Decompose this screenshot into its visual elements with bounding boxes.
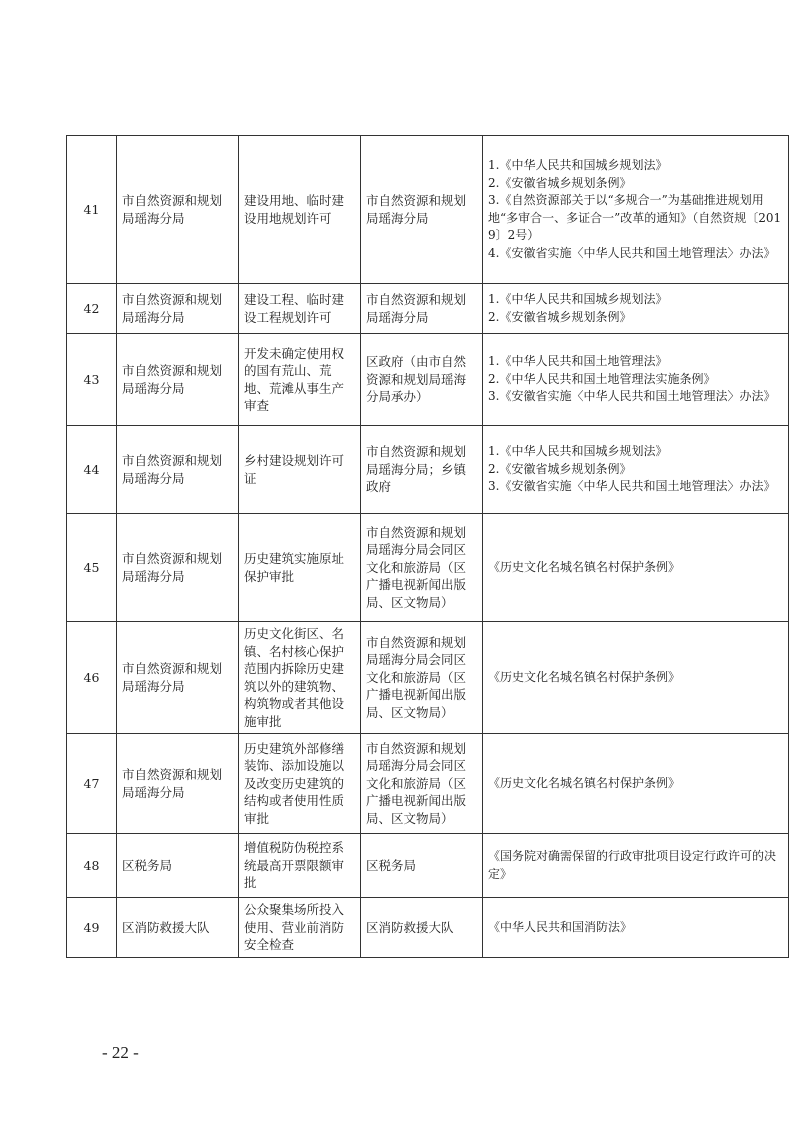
approval-item-cell: 历史建筑实施原址保护审批: [239, 514, 361, 622]
legal-basis-cell: [483, 834, 789, 898]
legal-basis-cell: [483, 622, 789, 734]
implementing-agency-cell: 区消防救援大队: [361, 898, 483, 958]
legal-basis-cell: [483, 284, 789, 334]
table-row: [67, 136, 789, 284]
table-row: [67, 834, 789, 898]
row-number-cell: 41: [67, 136, 117, 284]
page-number: - 22 -: [102, 1043, 139, 1062]
implementing-agency-cell: 市自然资源和规划局瑶海分局会同区文化和旅游局（区广播电视新闻出版局、区文物局）: [361, 622, 483, 734]
legal-basis-item: 《历史文化名城名镇名村保护条例》: [488, 775, 681, 790]
table-row: [67, 898, 789, 958]
legal-basis-item: 4.《安徽省实施〈中华人民共和国土地管理法〉办法》: [488, 245, 776, 260]
implementing-agency-cell: 区政府（由市自然资源和规划局瑶海分局承办）: [361, 334, 483, 426]
row-number-cell: 44: [67, 426, 117, 514]
row-number-cell: 45: [67, 514, 117, 622]
department-cell: 市自然资源和规划局瑶海分局: [117, 514, 239, 622]
department-cell: 市自然资源和规划局瑶海分局: [117, 426, 239, 514]
legal-basis-item: 《中华人民共和国消防法》: [488, 919, 633, 934]
legal-basis-cell: [483, 898, 789, 958]
legal-basis-item: 2.《安徽省城乡规划条例》: [488, 309, 632, 324]
legal-basis-item: 1.《中华人民共和国城乡规划法》: [488, 292, 668, 306]
approval-item-cell: 建设工程、临时建设工程规划许可: [239, 284, 361, 334]
legal-basis-cell: [483, 136, 789, 284]
legal-basis-cell: [483, 334, 789, 426]
legal-basis-item: 3.《安徽省实施〈中华人民共和国土地管理法〉办法》: [488, 389, 776, 404]
table-row: [67, 426, 789, 514]
table-body: [67, 136, 789, 958]
row-number-cell: 42: [67, 284, 117, 334]
legal-basis-item: 1.《中华人民共和国城乡规划法》: [488, 158, 668, 172]
table-row: [67, 334, 789, 426]
legal-basis-item: 《历史文化名城名镇名村保护条例》: [488, 669, 681, 684]
legal-basis-cell: [483, 734, 789, 834]
department-cell: 市自然资源和规划局瑶海分局: [117, 136, 239, 284]
row-number-cell: 48: [67, 834, 117, 898]
implementing-agency-cell: 市自然资源和规划局瑶海分局会同区文化和旅游局（区广播电视新闻出版局、区文物局）: [361, 514, 483, 622]
row-number-cell: 49: [67, 898, 117, 958]
approval-item-cell: 公众聚集场所投入使用、营业前消防安全检查: [239, 898, 361, 958]
legal-basis-item: 《国务院对确需保留的行政审批项目设定行政许可的决定》: [488, 849, 777, 881]
table-row: [67, 284, 789, 334]
row-number-cell: 47: [67, 734, 117, 834]
implementing-agency-cell: 市自然资源和规划局瑶海分局会同区文化和旅游局（区广播电视新闻出版局、区文物局）: [361, 734, 483, 834]
legal-basis-item: 1.《中华人民共和国土地管理法》: [488, 354, 668, 369]
table-row: [67, 622, 789, 734]
department-cell: 市自然资源和规划局瑶海分局: [117, 334, 239, 426]
approval-item-cell: 历史建筑外部修缮装饰、添加设施以及改变历史建筑的结构或者使用性质审批: [239, 734, 361, 834]
approval-items-table: [66, 135, 789, 958]
table-row: [67, 734, 789, 834]
legal-basis-item: 2.《中华人民共和国土地管理法实施条例》: [488, 371, 716, 386]
row-number-cell: 43: [67, 334, 117, 426]
implementing-agency-cell: 市自然资源和规划局瑶海分局: [361, 136, 483, 284]
department-cell: 市自然资源和规划局瑶海分局: [117, 284, 239, 334]
legal-basis-item: 2.《安徽省城乡规划条例》: [488, 461, 632, 476]
implementing-agency-cell: 市自然资源和规划局瑶海分局: [361, 284, 483, 334]
legal-basis-cell: [483, 514, 789, 622]
table-row: [67, 514, 789, 622]
legal-basis-cell: [483, 426, 789, 514]
approval-item-cell: 建设用地、临时建设用地规划许可: [239, 136, 361, 284]
approval-item-cell: 历史文化街区、名镇、名村核心保护范围内拆除历史建筑以外的建筑物、构筑物或者其他设施审批: [239, 622, 361, 734]
approval-item-cell: 增值税防伪税控系统最高开票限额审批: [239, 834, 361, 898]
legal-basis-item: 1.《中华人民共和国城乡规划法》: [488, 444, 668, 459]
department-cell: 区消防救援大队: [117, 898, 239, 958]
legal-basis-item: 2.《安徽省城乡规划条例》: [488, 175, 632, 190]
legal-basis-item: 3.《自然资源部关于以“多规合一”为基础推进规划用地“多审合一、多证合一”改革的通知》（自然资规〔2019〕2号）: [488, 193, 782, 242]
department-cell: 市自然资源和规划局瑶海分局: [117, 734, 239, 834]
department-cell: 区税务局: [117, 834, 239, 898]
department-cell: 市自然资源和规划局瑶海分局: [117, 622, 239, 734]
approval-item-cell: 开发未确定使用权的国有荒山、荒地、荒滩从事生产审查: [239, 334, 361, 426]
approval-item-cell: 乡村建设规划许可证: [239, 426, 361, 514]
legal-basis-item: 《历史文化名城名镇名村保护条例》: [488, 559, 681, 574]
implementing-agency-cell: 市自然资源和规划局瑶海分局；乡镇政府: [361, 426, 483, 514]
legal-basis-item: 3.《安徽省实施〈中华人民共和国土地管理法〉办法》: [488, 479, 776, 494]
row-number-cell: 46: [67, 622, 117, 734]
implementing-agency-cell: 区税务局: [361, 834, 483, 898]
